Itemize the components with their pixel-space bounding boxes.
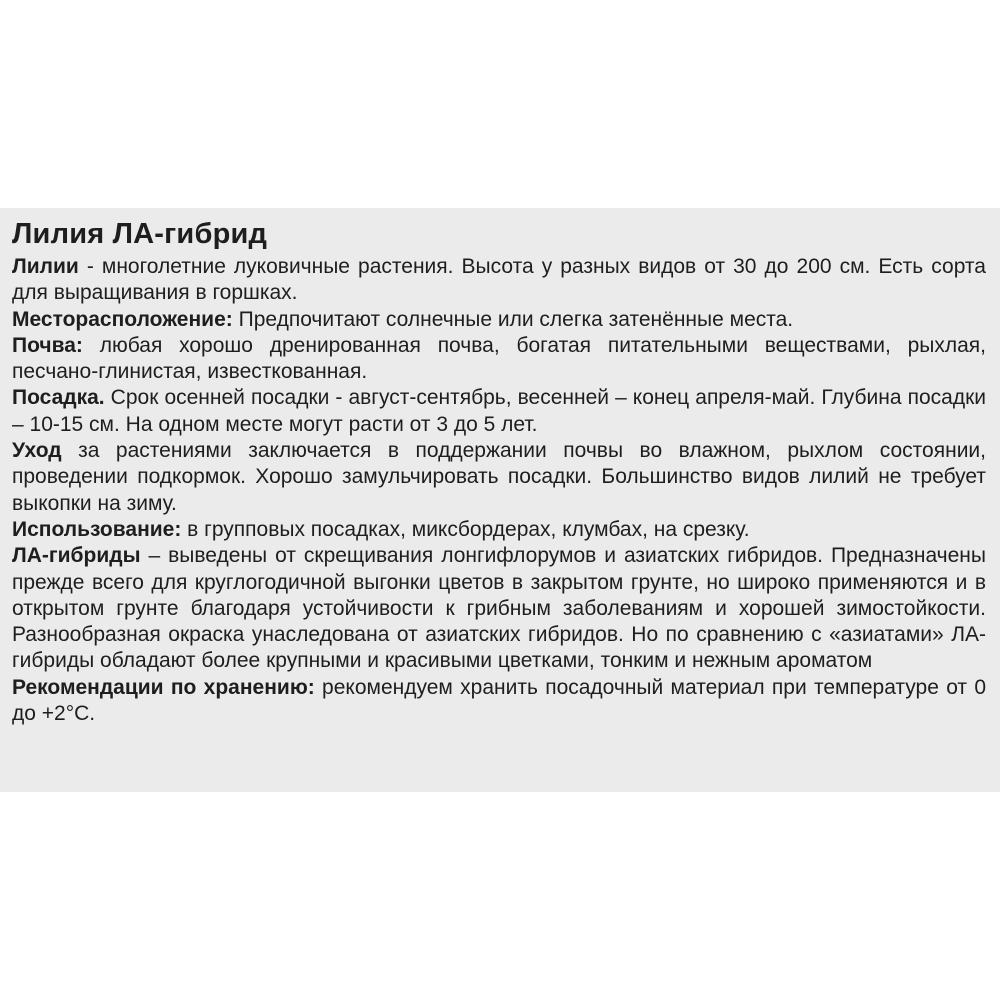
product-title: Лилия ЛА-гибрид (12, 218, 268, 250)
paragraph-label: Лилии (12, 255, 79, 278)
paragraph-la-hybrids (12, 543, 986, 674)
paragraph-label: Месторасположение: (12, 307, 233, 331)
paragraph-label: ЛА-гибриды (12, 544, 141, 568)
paragraph-planting (12, 385, 986, 438)
paragraph-text: рекомендуем хранить посадочный материал при температуре от 0 до +2°C. (12, 675, 987, 726)
paragraph-soil (12, 333, 986, 386)
product-description-card (0, 208, 1000, 792)
paragraph-label: Использование: (12, 517, 182, 541)
paragraph-lilies (12, 254, 986, 307)
paragraph-text: любая хорошо дренированная почва, богатая питательными веществами, рыхлая, песчано-глинистая, известкованная. (12, 333, 986, 384)
paragraph-location (12, 307, 986, 333)
paragraph-text: за растениями заключается в поддержании почвы во влажном, рыхлом состоянии, проведении подкормок. Хорошо замульчировать посадки. Большинство видов лилий не требует выкопки на зиму. (12, 439, 986, 515)
paragraph-text: Срок осенней посадки - август-сентябрь, весенней – конец апреля-май. Глубина посадки – 10-15 см. На одном месте могут расти от 3 до 5 лет. (12, 386, 986, 436)
paragraph-text: в групповых посадках, миксбордерах, клумбах, на срезку. (181, 517, 750, 541)
paragraph-usage (12, 517, 986, 543)
paragraph-label: Уход (12, 439, 62, 463)
paragraph-text: Предпочитают солнечные или слегка затенённые места. (232, 307, 794, 331)
paragraph-label: Рекомендации по хранению: (12, 675, 315, 699)
paragraph-label: Почва: (12, 333, 83, 357)
paragraph-care (12, 438, 986, 517)
paragraph-label: Посадка. (12, 386, 105, 410)
paragraph-text: – выведены от скрещивания лонгифлорумов и азиатских гибридов. Предназначены прежде всего для круглогодичной выгонки цветов в закрытом грунте, но широко применяются и в открытом грунте благодаря устойчивости к грибным заболеваниям и хорошей зимостойкости. Разнообразная окраска унаследована от азиатских гибридов. Но по сравнению с «азиатами» ЛА-гибриды обладают более крупными и красивыми цветками, тонким и нежным ароматом (12, 544, 986, 673)
paragraph-storage (12, 675, 986, 728)
paragraph-text: - многолетние луковичные растения. Высота у разных видов от 30 до 200 см. Есть сорта для выращивания в горшках. (12, 255, 986, 305)
